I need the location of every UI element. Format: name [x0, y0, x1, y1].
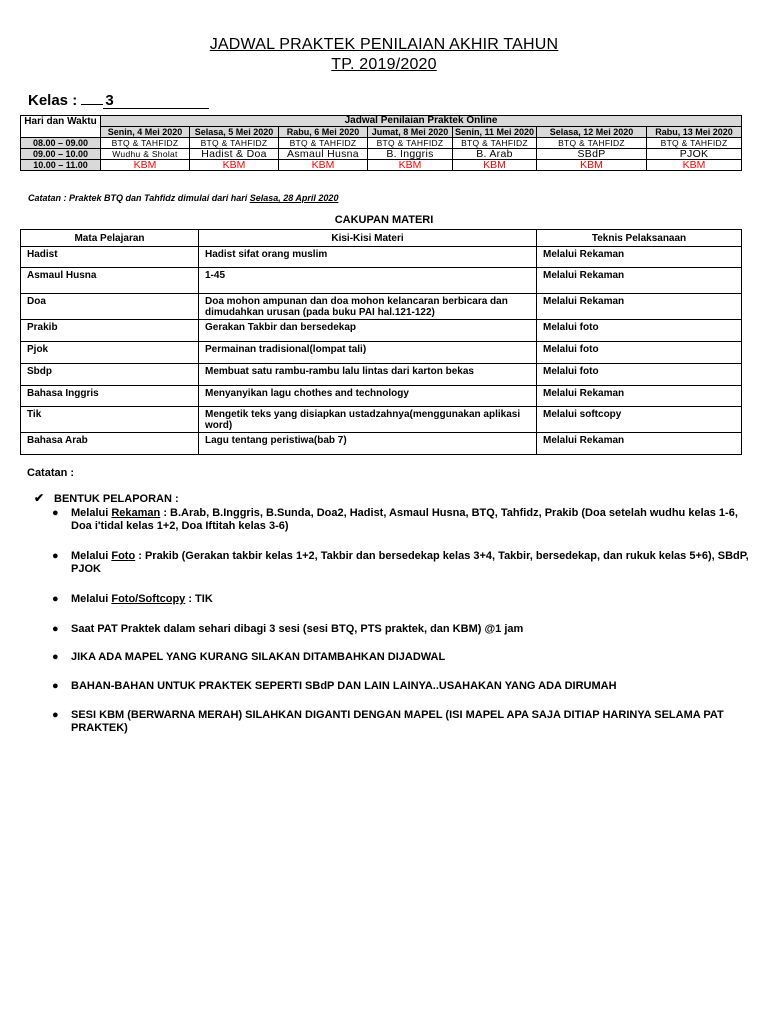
subject-cell: Bahasa Inggris: [21, 386, 199, 407]
note-item: ● Melalui Rekaman : B.Arab, B.Inggris, B.Sunda, Doa2, Hadist, Asmaul Husna, BTQ, Tahfidz, Prakib (Doa setelah wudhu kelas 1-6, Doa i'tidal kelas 1+2, Doa Iftitah kelas 3-6): [52, 507, 738, 532]
kbm-cell: KBM: [537, 160, 647, 171]
materi-row: [21, 247, 742, 268]
subject-cell: Doa: [21, 294, 199, 320]
material-cell: Gerakan Takbir dan bersedekap: [199, 320, 537, 342]
material-cell: 1-45: [199, 268, 537, 294]
schedule-cell: PJOK: [647, 149, 742, 160]
method-cell: Melalui foto: [537, 364, 742, 386]
kelas-blank-lead: [81, 104, 103, 105]
materi-row: [21, 407, 742, 433]
materi-row: [21, 268, 742, 294]
schedule-row: [21, 138, 742, 149]
materi-header-row: [21, 230, 742, 247]
bentuk-pelaporan-label: BENTUK PELAPORAN :: [54, 493, 179, 505]
subject-cell: Asmaul Husna: [21, 268, 199, 294]
time-slot: 10.00 – 11.00: [21, 160, 101, 171]
hari-waktu-header: Hari dan Waktu: [21, 116, 101, 138]
materi-row: [21, 386, 742, 407]
bullet-icon: ●: [52, 680, 59, 692]
material-cell: Hadist sifat orang muslim: [199, 247, 537, 268]
method-cell: Melalui foto: [537, 342, 742, 364]
column-header: Mata Pelajaran: [21, 230, 199, 247]
subject-cell: Pjok: [21, 342, 199, 364]
method-cell: Melalui Rekaman: [537, 268, 742, 294]
schedule-cell: B. Inggris: [368, 149, 453, 160]
material-cell: Mengetik teks yang disiapkan ustadzahnya(menggunakan aplikasi word): [199, 407, 537, 433]
note-item: ● SESI KBM (BERWARNA MERAH) SILAHKAN DIGANTI DENGAN MAPEL (ISI MAPEL APA SAJA DITIAP HARINYA SELAMA PAT PRAKTEK): [52, 709, 724, 734]
bullet-icon: ●: [52, 709, 59, 721]
schedule-note-date: Selasa, 28 April 2020: [249, 193, 339, 203]
time-slot: 09.00 – 10.00: [21, 149, 101, 160]
kelas-line: [28, 92, 209, 109]
materi-row: [21, 294, 742, 320]
material-cell: Membuat satu rambu-rambu lalu lintas dari karton bekas: [199, 364, 537, 386]
day-header: Senin, 11 Mei 2020: [453, 127, 537, 138]
schedule-table: [20, 115, 742, 171]
cakupan-materi-title: CAKUPAN MATERI: [334, 214, 434, 226]
schedule-row: [21, 160, 742, 171]
material-cell: Permainan tradisional(lompat tali): [199, 342, 537, 364]
materi-row: [21, 433, 742, 455]
schedule-days-row: [21, 127, 742, 138]
method-cell: Melalui Rekaman: [537, 294, 742, 320]
kbm-cell: KBM: [190, 160, 279, 171]
bullet-icon: ●: [52, 651, 59, 663]
day-header: Selasa, 5 Mei 2020: [190, 127, 279, 138]
schedule-cell: Asmaul Husna: [279, 149, 368, 160]
note-item: ● Melalui Foto/Softcopy : TIK: [52, 593, 213, 605]
materi-row: [21, 320, 742, 342]
schedule-cell: BTQ & TAHFIDZ: [190, 138, 279, 149]
day-header: Jumat, 8 Mei 2020: [368, 127, 453, 138]
schedule-note: [28, 193, 338, 203]
document-title: JADWAL PRAKTEK PENILAIAN AKHIR TAHUN: [209, 36, 559, 53]
notes-list: [52, 507, 752, 735]
kbm-cell: KBM: [368, 160, 453, 171]
bullet-icon: ●: [52, 623, 59, 635]
subject-cell: Hadist: [21, 247, 199, 268]
schedule-cell: Wudhu & Sholat: [101, 149, 190, 160]
subject-cell: Bahasa Arab: [21, 433, 199, 455]
subject-cell: Sbdp: [21, 364, 199, 386]
schedule-note-text: Catatan : Praktek BTQ dan Tahfidz dimulai dari hari: [28, 193, 250, 203]
kbm-cell: KBM: [453, 160, 537, 171]
note-item: ● JIKA ADA MAPEL YANG KURANG SILAKAN DITAMBAHKAN DIJADWAL: [52, 651, 446, 663]
checkmark-icon: ✔: [34, 491, 45, 505]
schedule-row: [21, 149, 742, 160]
schedule-cell: BTQ & TAHFIDZ: [453, 138, 537, 149]
method-cell: Melalui Rekaman: [537, 433, 742, 455]
schedule-cell: Hadist & Doa: [190, 149, 279, 160]
materi-row: [21, 342, 742, 364]
schedule-cell: SBdP: [537, 149, 647, 160]
method-cell: Melalui Rekaman: [537, 386, 742, 407]
schedule-cell: BTQ & TAHFIDZ: [101, 138, 190, 149]
subject-cell: Tik: [21, 407, 199, 433]
notes-label: Catatan :: [27, 467, 75, 479]
note-item: ● Melalui Foto : Prakib (Gerakan takbir kelas 1+2, Takbir dan bersedekap kelas 3+4, Takbir, bersedekap, dan rukuk kelas 5+6), SBdP, PJOK: [52, 550, 749, 575]
day-header: Selasa, 12 Mei 2020: [537, 127, 647, 138]
kbm-cell: KBM: [101, 160, 190, 171]
schedule-cell: BTQ & TAHFIDZ: [647, 138, 742, 149]
bentuk-pelaporan-heading: [34, 491, 179, 505]
method-cell: Melalui foto: [537, 320, 742, 342]
kbm-cell: KBM: [647, 160, 742, 171]
material-cell: Menyanyikan lagu chothes and technology: [199, 386, 537, 407]
day-header: Senin, 4 Mei 2020: [101, 127, 190, 138]
kelas-value: 3: [103, 94, 209, 109]
document-subtitle: TP. 2019/2020: [331, 56, 437, 73]
day-header: Rabu, 13 Mei 2020: [647, 127, 742, 138]
day-header: Rabu, 6 Mei 2020: [279, 127, 368, 138]
online-schedule-header: Jadwal Penilaian Praktek Online: [101, 116, 742, 127]
schedule-header-row: [21, 116, 742, 127]
method-cell: Melalui softcopy: [537, 407, 742, 433]
method-cell: Melalui Rekaman: [537, 247, 742, 268]
time-slot: 08.00 – 09.00: [21, 138, 101, 149]
material-cell: Doa mohon ampunan dan doa mohon kelancaran berbicara dan dimudahkan urusan (pada buku PAI hal.121-122): [199, 294, 537, 320]
schedule-cell: B. Arab: [453, 149, 537, 160]
column-header: Kisi-Kisi Materi: [199, 230, 537, 247]
schedule-cell: BTQ & TAHFIDZ: [279, 138, 368, 149]
note-item: ● BAHAN-BAHAN UNTUK PRAKTEK SEPERTI SBdP DAN LAIN LAINYA..USAHAKAN YANG ADA DIRUMAH: [52, 680, 617, 692]
material-cell: Lagu tentang peristiwa(bab 7): [199, 433, 537, 455]
column-header: Teknis Pelaksanaan: [537, 230, 742, 247]
subject-cell: Prakib: [21, 320, 199, 342]
schedule-cell: BTQ & TAHFIDZ: [537, 138, 647, 149]
materi-table: [20, 229, 742, 455]
bullet-icon: ●: [52, 593, 59, 605]
materi-row: [21, 364, 742, 386]
kelas-label: Kelas :: [28, 92, 82, 109]
note-item: ● Saat PAT Praktek dalam sehari dibagi 3 sesi (sesi BTQ, PTS praktek, dan KBM) @1 jam: [52, 623, 524, 635]
bullet-icon: ●: [52, 550, 59, 562]
kbm-cell: KBM: [279, 160, 368, 171]
bullet-icon: ●: [52, 507, 59, 519]
schedule-cell: BTQ & TAHFIDZ: [368, 138, 453, 149]
